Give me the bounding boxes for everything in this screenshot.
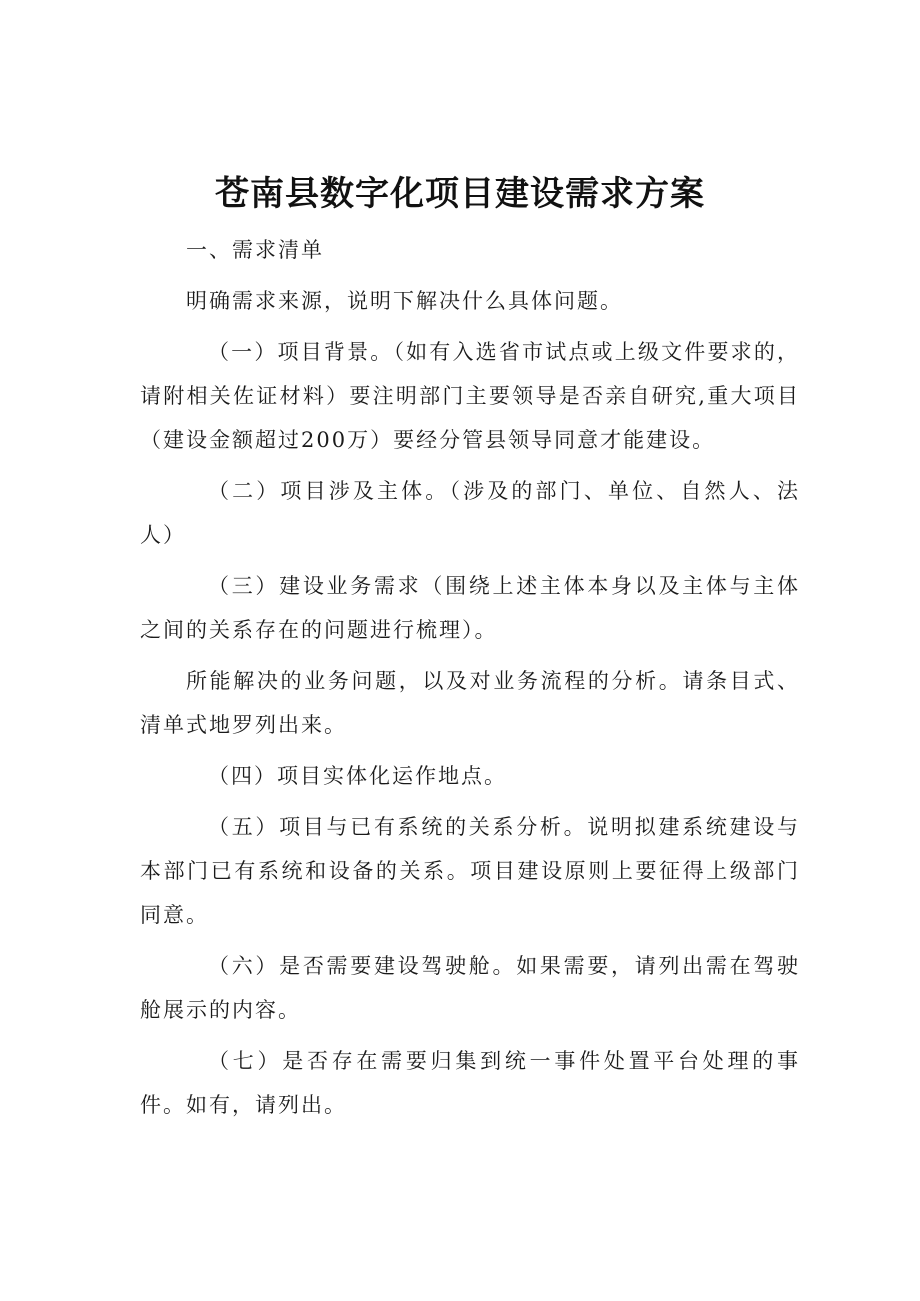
section-heading-requirements-list: 一、需求清单 [186, 238, 324, 262]
paragraph-business-problems: 所能解决的业务问题，以及对业务流程的分析。请条目式、清单式地罗列出来。 [140, 669, 800, 737]
paragraph-project-subjects: （二）项目涉及主体。（涉及的部门、单位、自然人、法人） [140, 479, 800, 547]
paragraph-operation-location: （四）项目实体化运作地点。 [208, 764, 507, 788]
paragraph-cockpit: （六）是否需要建设驾驶舱。如果需要，请列出需在驾驶舱展示的内容。 [140, 954, 800, 1022]
document-body [140, 228, 800, 1127]
paragraph-system-relationship: （五）项目与已有系统的关系分析。说明拟建系统建设与本部门已有系统和设备的关系。项目建设原则上要征得上级部门同意。 [140, 815, 800, 927]
paragraph-requirement-source: 明确需求来源，说明下解决什么具体问题。 [186, 289, 623, 313]
document-title: 苍南县数字化项目建设需求方案 [215, 174, 705, 214]
paragraph-business-requirements: （三）建设业务需求（围绕上述主体本身以及主体与主体之间的关系存在的问题进行梳理）。 [140, 574, 800, 642]
paragraph-project-background: （一）项目背景。（如有入选省市试点或上级文件要求的，请附相关佐证材料）要注明部门主要领导是否亲自研究,重大项目（建设金额超过200万）要经分管县领导同意才能建设。 [140, 340, 800, 452]
paragraph-event-platform: （七）是否存在需要归集到统一事件处置平台处理的事件。如有，请列出。 [140, 1049, 800, 1117]
